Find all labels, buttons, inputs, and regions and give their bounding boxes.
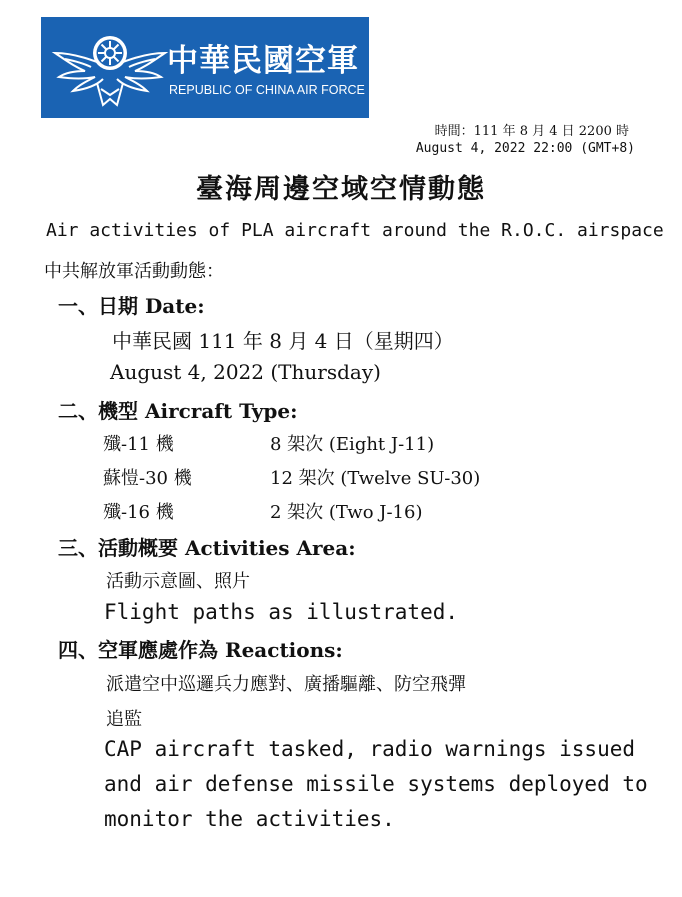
timestamp-en: August 4, 2022 22:00 (GMT+8) [415, 141, 635, 156]
subtitle-en: Air activities of PLA aircraft around the R.O.C. airspace [46, 220, 664, 241]
reactions-heading: 四、空軍應處作為 Reactions: [58, 638, 343, 662]
aircraft-row-type: 蘇愷-30 機 [103, 468, 192, 489]
date-zh: 中華民國 111 年 8 月 4 日（星期四） [112, 329, 454, 353]
aircraft-row-count: 12 架次 (Twelve SU-30) [270, 468, 481, 489]
air-force-logo [41, 17, 369, 118]
date-heading: 一、日期 Date: [58, 294, 205, 318]
aircraft-row-type: 殲-16 機 [103, 502, 174, 523]
aircraft-row-count: 2 架次 (Two J-16) [270, 502, 423, 523]
reactions-zh-line: 追監 [106, 709, 142, 730]
aircraft-heading: 二、機型 Aircraft Type: [58, 399, 298, 423]
activities-heading: 三、活動概要 Activities Area: [58, 536, 356, 560]
activities-zh: 活動示意圖、照片 [106, 571, 250, 592]
timestamp-zh: 時間：111 年 8 月 4 日 2200 時 [434, 124, 629, 139]
reactions-en-line: monitor the activities. [104, 807, 395, 831]
air-force-emblem-icon [51, 23, 169, 112]
subtitle-zh: 中共解放軍活動動態： [44, 261, 224, 282]
aircraft-row-type: 殲-11 機 [103, 434, 174, 455]
logo-title-zh: 中華民國空軍 [167, 43, 359, 79]
reactions-en-line: CAP aircraft tasked, radio warnings issued [104, 737, 636, 761]
logo-title-en: REPUBLIC OF CHINA AIR FORCE [169, 83, 365, 97]
reactions-zh-line: 派遣空中巡邏兵力應對、廣播驅離、防空飛彈 [106, 674, 466, 695]
date-en: August 4, 2022 (Thursday) [110, 360, 381, 384]
reactions-en-line: and air defense missile systems deployed to [104, 772, 648, 796]
page-title: 臺海周邊空域空情動態 [196, 174, 486, 205]
activities-en: Flight paths as illustrated. [104, 600, 459, 624]
aircraft-row-count: 8 架次 (Eight J-11) [270, 434, 435, 455]
